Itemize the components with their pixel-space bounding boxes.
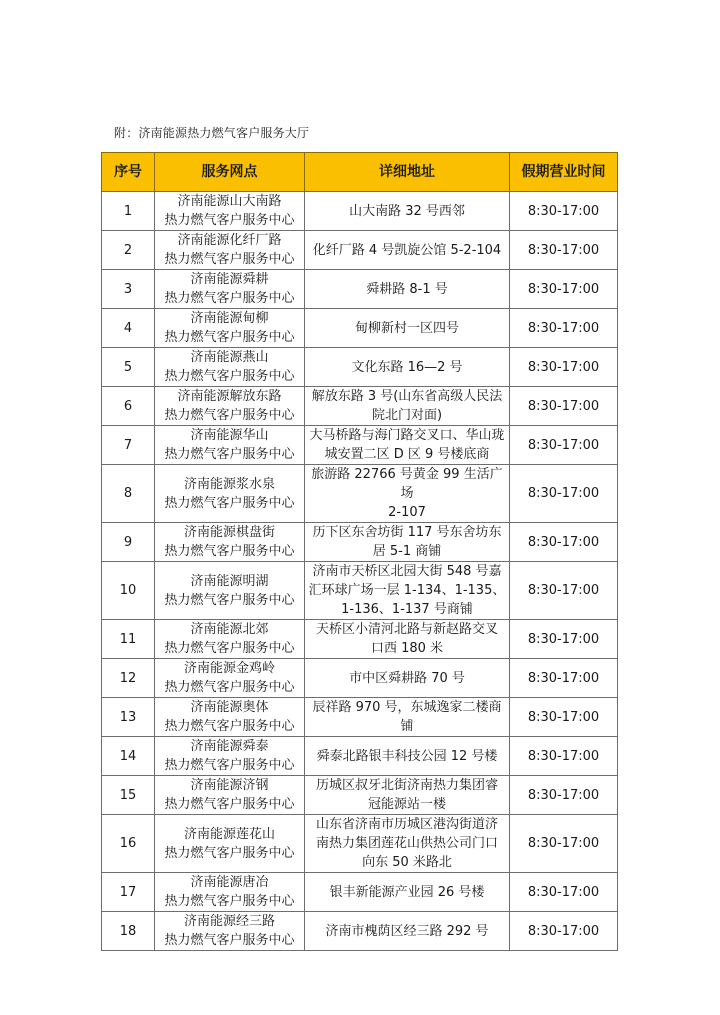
address-line: 冠能源站一楼 <box>367 797 446 812</box>
service-point-name <box>155 659 305 698</box>
detailed-address <box>305 523 510 562</box>
service-point-name-line: 热力燃气客户服务中心 <box>164 495 295 511</box>
address-line: 甸柳新村一区四号 <box>354 320 459 336</box>
holiday-hours: 8:30-17:00 <box>510 620 618 659</box>
service-point-name-line: 济南能源唐冶 <box>190 875 269 890</box>
address-line: 2-107 <box>388 505 426 520</box>
service-point-name <box>155 873 305 912</box>
holiday-hours: 8:30-17:00 <box>510 465 618 523</box>
holiday-hours: 8:30-17:00 <box>510 523 618 562</box>
service-point-name <box>155 387 305 426</box>
table-row <box>102 523 618 562</box>
service-point-name <box>155 776 305 815</box>
service-point-name-line: 济南能源北郊 <box>190 622 269 637</box>
detailed-address <box>305 620 510 659</box>
address-line: 口西 180 米 <box>370 641 444 656</box>
service-point-name <box>155 620 305 659</box>
service-point-name-line: 济南能源莲花山 <box>183 826 275 842</box>
address-line: 旅游路 22766 号黄金 99 生活广场 <box>311 467 503 501</box>
service-point-name-line: 济南能源甸柳 <box>190 311 269 326</box>
row-number: 5 <box>102 348 155 387</box>
service-point-name-line: 热力燃气客户服务中心 <box>164 933 295 948</box>
service-point-name <box>155 348 305 387</box>
detailed-address <box>305 912 510 951</box>
header-service-point: 服务网点 <box>155 153 305 192</box>
address-line: 银丰新能源产业园 26 号楼 <box>329 884 485 900</box>
row-number: 2 <box>102 231 155 270</box>
detailed-address <box>305 465 510 523</box>
address-line: 南热力集团莲花山供热公司门口 <box>315 836 498 851</box>
holiday-hours: 8:30-17:00 <box>510 737 618 776</box>
service-point-name-line: 热力燃气客户服务中心 <box>164 758 295 773</box>
row-number: 14 <box>102 737 155 776</box>
detailed-address <box>305 231 510 270</box>
service-point-name-line: 热力燃气客户服务中心 <box>164 797 295 812</box>
row-number: 17 <box>102 873 155 912</box>
document-caption: 附：济南能源热力燃气客户服务大厅 <box>114 126 310 140</box>
service-point-name-line: 济南能源棋盘街 <box>183 525 275 540</box>
holiday-hours: 8:30-17:00 <box>510 348 618 387</box>
row-number: 9 <box>102 523 155 562</box>
row-number: 18 <box>102 912 155 951</box>
address-line: 舜耕路 8-1 号 <box>366 281 448 297</box>
table-row <box>102 912 618 951</box>
service-point-name-line: 济南能源化纤厂路 <box>177 233 282 248</box>
holiday-hours: 8:30-17:00 <box>510 698 618 737</box>
detailed-address <box>305 270 510 309</box>
address-line: 山东省济南市历城区港沟街道济 <box>315 817 498 832</box>
row-number: 7 <box>102 426 155 465</box>
service-point-name <box>155 270 305 309</box>
service-point-name-line: 济南能源华山 <box>190 428 269 443</box>
header-number: 序号 <box>102 153 155 192</box>
address-line: 济南市槐荫区经三路 292 号 <box>325 923 489 939</box>
detailed-address <box>305 815 510 873</box>
detailed-address <box>305 348 510 387</box>
address-line: 历城区叔牙北街济南热力集团睿 <box>315 778 498 793</box>
service-point-name-line: 热力燃气客户服务中心 <box>164 213 295 228</box>
table-row <box>102 815 618 873</box>
service-point-name-line: 热力燃气客户服务中心 <box>164 252 295 267</box>
address-line: 居 5-1 商铺 <box>372 544 442 559</box>
address-line: 舜泰北路银丰科技公园 12 号楼 <box>316 748 498 764</box>
table-row <box>102 231 618 270</box>
row-number: 11 <box>102 620 155 659</box>
address-line: 历下区东舍坊街 117 号东舍坊东 <box>312 525 502 540</box>
service-point-name <box>155 523 305 562</box>
address-line: 1-136、1-137 号商铺 <box>341 602 473 617</box>
service-point-name-line: 热力燃气客户服务中心 <box>164 544 295 559</box>
service-point-name-line: 热力燃气客户服务中心 <box>164 641 295 656</box>
service-point-name-line: 热力燃气客户服务中心 <box>164 408 295 423</box>
row-number: 15 <box>102 776 155 815</box>
table-row <box>102 426 618 465</box>
service-point-name <box>155 309 305 348</box>
detailed-address <box>305 776 510 815</box>
detailed-address <box>305 192 510 231</box>
detailed-address <box>305 387 510 426</box>
service-point-name-line: 热力燃气客户服务中心 <box>164 845 295 861</box>
table-row <box>102 192 618 231</box>
service-point-name-line: 济南能源经三路 <box>183 914 275 929</box>
service-point-name-line: 热力燃气客户服务中心 <box>164 447 295 462</box>
service-point-name <box>155 815 305 873</box>
row-number: 13 <box>102 698 155 737</box>
service-point-name-line: 济南能源舜泰 <box>190 739 269 754</box>
row-number: 4 <box>102 309 155 348</box>
table-row <box>102 348 618 387</box>
table-body <box>102 192 618 951</box>
holiday-hours: 8:30-17:00 <box>510 659 618 698</box>
holiday-hours: 8:30-17:00 <box>510 815 618 873</box>
detailed-address <box>305 698 510 737</box>
service-point-name-line: 热力燃气客户服务中心 <box>164 369 295 384</box>
table-row <box>102 873 618 912</box>
address-line: 天桥区小清河北路与新赵路交叉 <box>315 622 498 637</box>
table-row <box>102 659 618 698</box>
service-point-name-line: 济南能源燕山 <box>190 350 269 365</box>
address-line: 山大南路 32 号西邻 <box>349 203 465 219</box>
row-number: 8 <box>102 465 155 523</box>
holiday-hours: 8:30-17:00 <box>510 776 618 815</box>
table-row <box>102 698 618 737</box>
detailed-address <box>305 737 510 776</box>
service-point-name-line: 济南能源舜耕 <box>190 272 269 287</box>
address-line: 解放东路 3 号(山东省高级人民法 <box>311 389 503 404</box>
address-line: 院北门对面) <box>371 408 443 423</box>
header-holiday-hours: 假期营业时间 <box>510 153 618 192</box>
service-point-name <box>155 192 305 231</box>
detailed-address <box>305 873 510 912</box>
service-point-name-line: 济南能源济钢 <box>190 778 269 793</box>
detailed-address <box>305 659 510 698</box>
detailed-address <box>305 309 510 348</box>
row-number: 12 <box>102 659 155 698</box>
row-number: 6 <box>102 387 155 426</box>
holiday-hours: 8:30-17:00 <box>510 387 618 426</box>
service-point-name-line: 热力燃气客户服务中心 <box>164 330 295 345</box>
address-line: 化纤厂路 4 号凯旋公馆 5-2-104 <box>312 242 502 258</box>
address-line: 市中区舜耕路 70 号 <box>349 670 465 686</box>
service-point-name <box>155 465 305 523</box>
service-point-name-line: 济南能源明湖 <box>190 573 269 589</box>
detailed-address <box>305 562 510 620</box>
service-point-name <box>155 912 305 951</box>
table-row <box>102 465 618 523</box>
table-row <box>102 776 618 815</box>
holiday-hours: 8:30-17:00 <box>510 562 618 620</box>
row-number: 3 <box>102 270 155 309</box>
holiday-hours: 8:30-17:00 <box>510 231 618 270</box>
table-row <box>102 620 618 659</box>
header-address: 详细地址 <box>305 153 510 192</box>
service-point-name-line: 热力燃气客户服务中心 <box>164 592 295 608</box>
service-point-name-line: 热力燃气客户服务中心 <box>164 719 295 734</box>
address-line: 城安置二区 D 区 9 号楼底商 <box>324 447 490 462</box>
table-row <box>102 737 618 776</box>
address-line: 文化东路 16—2 号 <box>351 359 463 375</box>
holiday-hours: 8:30-17:00 <box>510 912 618 951</box>
address-line: 济南市天桥区北园大街 548 号嘉 <box>312 564 502 579</box>
address-line: 大马桥路与海门路交叉口、华山珑 <box>309 428 505 443</box>
row-number: 10 <box>102 562 155 620</box>
service-hall-table <box>101 152 618 951</box>
holiday-hours: 8:30-17:00 <box>510 192 618 231</box>
row-number: 1 <box>102 192 155 231</box>
service-point-name <box>155 562 305 620</box>
table-row <box>102 562 618 620</box>
holiday-hours: 8:30-17:00 <box>510 873 618 912</box>
service-point-name <box>155 698 305 737</box>
detailed-address <box>305 426 510 465</box>
address-line: 汇环球广场一层 1-134、1-135、 <box>308 583 506 598</box>
service-point-name-line: 热力燃气客户服务中心 <box>164 680 295 695</box>
holiday-hours: 8:30-17:00 <box>510 309 618 348</box>
service-point-name <box>155 231 305 270</box>
holiday-hours: 8:30-17:00 <box>510 426 618 465</box>
service-point-name-line: 济南能源山大南路 <box>177 194 282 209</box>
service-point-name-line: 热力燃气客户服务中心 <box>164 291 295 306</box>
service-point-name <box>155 737 305 776</box>
service-point-name-line: 热力燃气客户服务中心 <box>164 894 295 909</box>
table-row <box>102 270 618 309</box>
service-point-name <box>155 426 305 465</box>
address-line: 辰祥路 970 号，东城逸家二楼商铺 <box>312 700 502 734</box>
service-point-name-line: 济南能源奥体 <box>190 700 269 715</box>
table-header-row <box>102 153 618 192</box>
service-point-name-line: 济南能源浆水泉 <box>183 476 275 492</box>
table-row <box>102 309 618 348</box>
holiday-hours: 8:30-17:00 <box>510 270 618 309</box>
table-row <box>102 387 618 426</box>
address-line: 向东 50 米路北 <box>362 855 452 870</box>
service-point-name-line: 济南能源金鸡岭 <box>183 661 275 676</box>
row-number: 16 <box>102 815 155 873</box>
service-point-name-line: 济南能源解放东路 <box>177 389 282 404</box>
